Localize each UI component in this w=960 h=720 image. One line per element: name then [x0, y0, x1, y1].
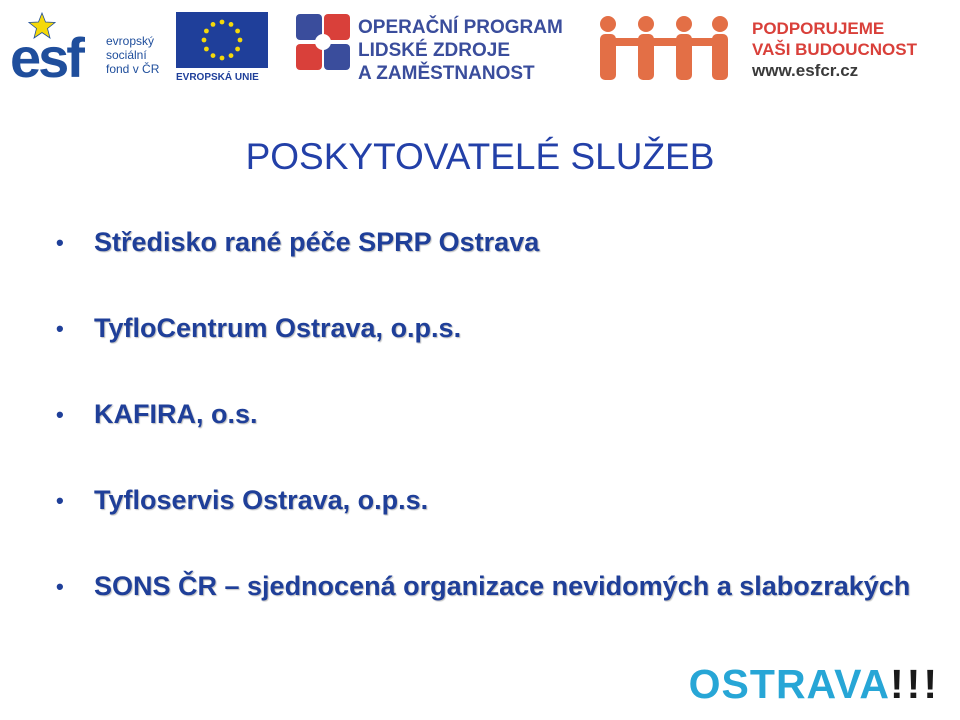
eu-flag-icon: [176, 12, 268, 68]
esf-logo: [10, 12, 170, 89]
list-item: [56, 312, 936, 344]
list-item: [56, 398, 936, 430]
eu-logo: [176, 12, 268, 86]
slide-title: POSKYTOVATELÉ SLUŽEB: [245, 136, 715, 177]
support-caption: [752, 18, 917, 81]
bullet-icon: •: [56, 488, 64, 513]
list-item-text: KAFIRA, o.s.: [94, 399, 258, 429]
list-item-text: TyfloCentrum Ostrava, o.p.s.: [94, 313, 462, 343]
op-caption-line: OPERAČNÍ PROGRAM: [358, 17, 563, 38]
bullet-icon: •: [56, 316, 64, 341]
esf-caption: [106, 34, 159, 76]
bullet-icon: •: [56, 402, 64, 427]
support-line: PODPORUJEME: [752, 19, 885, 38]
esf-caption-line: fond v ČR: [106, 62, 160, 76]
list-item-text: Středisko rané péče SPRP Ostrava: [94, 227, 540, 257]
list-item-text: Tyfloservis Ostrava, o.p.s.: [94, 485, 429, 515]
op-caption-line: LIDSKÉ ZDROJE: [358, 40, 511, 61]
bullet-icon: •: [56, 230, 64, 255]
eu-label: EVROPSKÁ UNIE: [176, 72, 259, 83]
esf-caption-line: sociální: [106, 48, 147, 62]
support-line: VAŠI BUDOUCNOST: [752, 40, 917, 59]
op-caption: [358, 16, 563, 85]
ostrava-logo-text: OSTRAVA: [688, 661, 891, 707]
logo-header: [0, 0, 960, 96]
list-item: [56, 484, 936, 516]
ostrava-logo: [689, 661, 940, 708]
list-item: [56, 226, 936, 258]
esf-caption-line: evropský: [106, 34, 155, 48]
list-item: [56, 570, 936, 602]
op-caption-line: A ZAMĚSTNANOST: [358, 63, 535, 84]
op-logo: [292, 10, 572, 86]
bullet-icon: •: [56, 574, 64, 599]
list-item-text: SONS ČR – sjednocená organizace nevidomých a slabozrakých: [94, 571, 911, 601]
op-emblem-icon: [292, 10, 354, 86]
people-group-icon: [588, 12, 740, 86]
support-url: www.esfcr.cz: [752, 61, 859, 80]
provider-list: [56, 226, 936, 602]
ostrava-logo-marks: !!!: [890, 661, 940, 707]
esf-letters: esf: [10, 26, 82, 89]
